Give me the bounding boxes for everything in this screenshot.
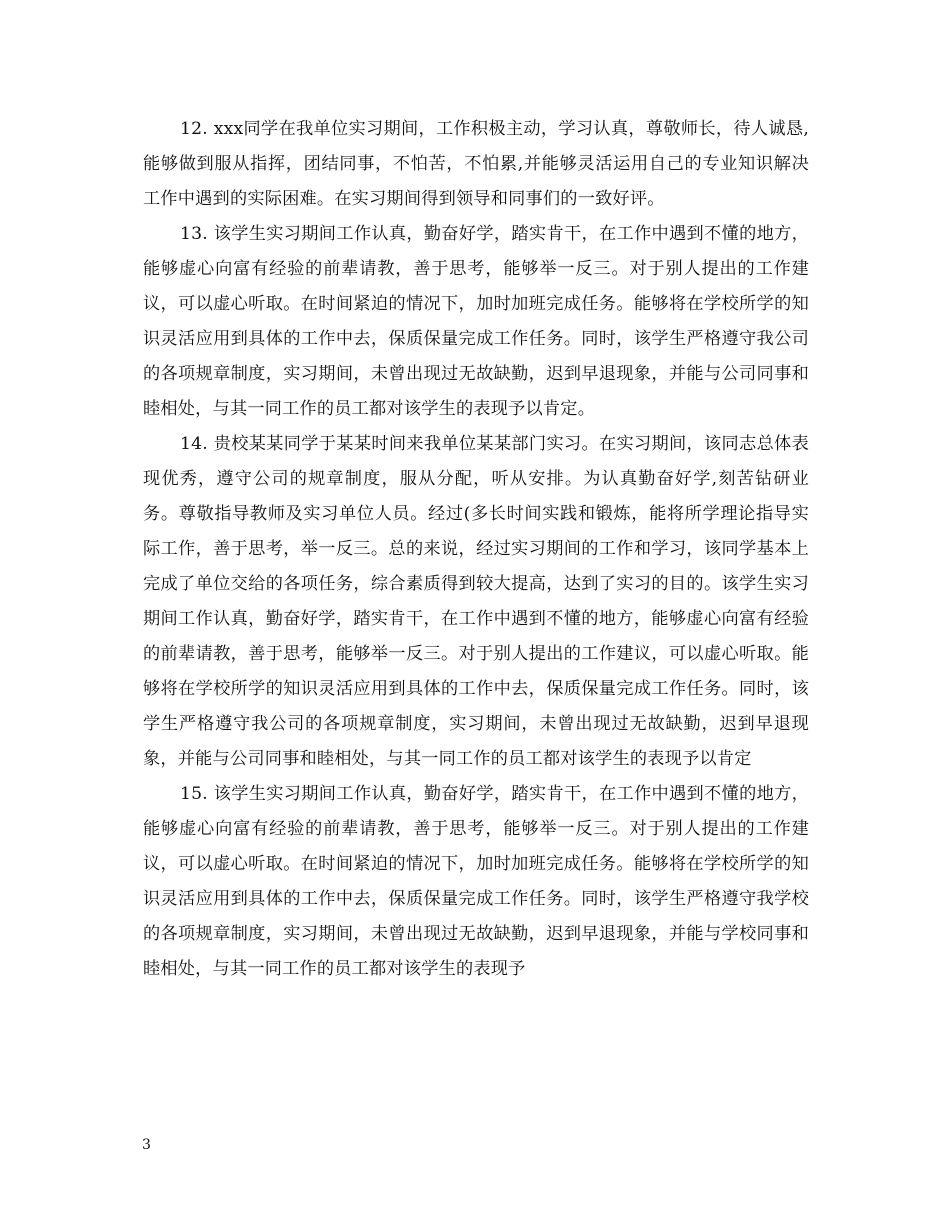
page-number: 3 (142, 1137, 151, 1153)
document-body (143, 112, 809, 987)
paragraph-12: 12. xxx同学在我单位实习期间，工作积极主动，学习认真，尊敬师长，待人诚恳,能够做到服从指挥，团结同事，不怕苦，不怕累,并能够灵活运用自己的专业知识解决工作中遇到的实际困难。在实习期间得到领导和同事们的一致好评。 (143, 119, 809, 209)
paragraph-15: 15. 该学生实习期间工作认真，勤奋好学，踏实肯干，在工作中遇到不懂的地方，能够虚心向富有经验的前辈请教，善于思考，能够举一反三。对于别人提出的工作建议，可以虚心听取。在时间紧迫的情况下，加时加班完成任务。能够将在学校所学的知识灵活应用到具体的工作中去，保质保量完成工作任务。同时，该学生严格遵守我学校的各项规章制度，实习期间，未曾出现过无故缺勤，迟到早退现象，并能与学校同事和睦相处，与其一同工作的员工都对该学生的表现予 (143, 784, 809, 979)
paragraph-14: 14. 贵校某某同学于某某时间来我单位某某部门实习。在实习期间，该同志总体表现优秀，遵守公司的规章制度，服从分配，听从安排。为认真勤奋好学,刻苦钻研业务。尊敬指导教师及实习单位人员。经过(多长时间实践和锻炼，能将所学理论指导实际工作，善于思考，举一反三。总的来说，经过实习期间的工作和学习，该同学基本上完成了单位交给的各项任务，综合素质得到较大提高，达到了实习的目的。该学生实习期间工作认真，勤奋好学，踏实肯干，在工作中遇到不懂的地方，能够虚心向富有经验的前辈请教，善于思考，能够举一反三。对于别人提出的工作建议，可以虚心听取。能够将在学校所学的知识灵活应用到具体的工作中去，保质保量完成工作任务。同时，该学生严格遵守我公司的各项规章制度，实习期间，未曾出现过无故缺勤，迟到早退现象，并能与公司同事和睦相处，与其一同工作的员工都对该学生的表现予以肯定 (143, 434, 809, 769)
paragraph-13: 13. 该学生实习期间工作认真，勤奋好学，踏实肯干，在工作中遇到不懂的地方，能够虚心向富有经验的前辈请教，善于思考，能够举一反三。对于别人提出的工作建议，可以虚心听取。在时间紧迫的情况下，加时加班完成任务。能够将在学校所学的知识灵活应用到具体的工作中去，保质保量完成工作任务。同时，该学生严格遵守我公司的各项规章制度，实习期间，未曾出现过无故缺勤，迟到早退现象，并能与公司同事和睦相处，与其一同工作的员工都对该学生的表现予以肯定。 (143, 224, 809, 419)
